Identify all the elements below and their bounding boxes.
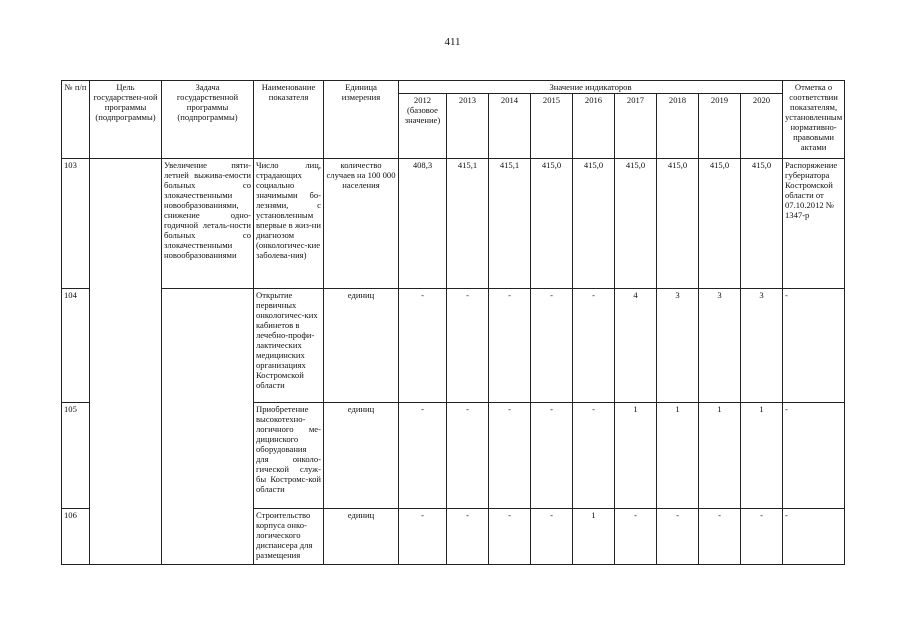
header-unit: Единица измерения [324, 81, 399, 159]
header-goal: Цель государствен-ной программы (подпрограммы) [90, 81, 162, 159]
value-cell: - [657, 509, 699, 565]
compliance-cell: Распоряжение губернатора Костромской области от 07.10.2012 № 1347-р [783, 159, 845, 289]
value-cell: 415,0 [573, 159, 615, 289]
value-cell: - [699, 509, 741, 565]
value-cell: 1 [741, 403, 783, 509]
indicator-cell: Приобретение высокотехно-логичного ме-дицинского оборудования для онколо-гической служ-бы Костромс-кой области [254, 403, 324, 509]
task-cell: Увеличение пяти-летней выжива-емости больных со злокачественными новообразованиями, снижение одно-годичной леталь-ности больных со злокачественными новообразованиями [162, 159, 254, 289]
header-num: № п/п [62, 81, 90, 159]
unit-cell: единиц [324, 509, 399, 565]
value-cell: - [573, 403, 615, 509]
value-cell: 3 [657, 289, 699, 403]
value-cell: - [615, 509, 657, 565]
value-cell: 1 [615, 403, 657, 509]
value-cell: 415,1 [447, 159, 489, 289]
header-indicator: Наименование показателя [254, 81, 324, 159]
header-year: 2012 (базовое значение) [399, 94, 447, 159]
row-num: 106 [62, 509, 90, 565]
row-num: 103 [62, 159, 90, 289]
header-year: 2018 [657, 94, 699, 159]
value-cell: 415,0 [741, 159, 783, 289]
value-cell: - [741, 509, 783, 565]
header-year: 2019 [699, 94, 741, 159]
value-cell: 4 [615, 289, 657, 403]
value-cell: - [489, 509, 531, 565]
value-cell: - [489, 403, 531, 509]
row-num: 105 [62, 403, 90, 509]
row-num: 104 [62, 289, 90, 403]
value-cell: 415,0 [615, 159, 657, 289]
header-compliance: Отметка о соответствии показателям, установленным нормативно-правовыми актами [783, 81, 845, 159]
unit-cell: количество случаев на 100 000 населения [324, 159, 399, 289]
header-year: 2017 [615, 94, 657, 159]
value-cell: - [489, 289, 531, 403]
value-cell: 3 [699, 289, 741, 403]
task-cell-empty [162, 289, 254, 565]
value-cell: 415,0 [657, 159, 699, 289]
value-cell: - [399, 509, 447, 565]
indicator-cell: Открытие первичных онкологичес-ких кабинетов в лечебно-профи-лактических медицинских организациях Костромской области [254, 289, 324, 403]
value-cell: 415,0 [699, 159, 741, 289]
value-cell: 415,0 [531, 159, 573, 289]
header-year: 2014 [489, 94, 531, 159]
value-cell: - [399, 289, 447, 403]
header-task: Задача государственной программы (подпрограммы) [162, 81, 254, 159]
value-cell: 408,3 [399, 159, 447, 289]
table-row [62, 289, 845, 403]
value-cell: 415,1 [489, 159, 531, 289]
indicator-cell: Число лиц, страдающих социально значимыми бо-лезнями, с установленным впервые в жиз-ни диагнозом (онкологичес-кие заболева-ния) [254, 159, 324, 289]
value-cell: - [531, 509, 573, 565]
page-number: 411 [444, 36, 461, 48]
table-row [62, 159, 845, 289]
compliance-cell: - [783, 403, 845, 509]
header-year: 2020 [741, 94, 783, 159]
unit-cell: единиц [324, 403, 399, 509]
indicators-table [61, 80, 845, 565]
value-cell: - [447, 289, 489, 403]
value-cell: - [531, 403, 573, 509]
value-cell: 1 [699, 403, 741, 509]
value-cell: - [531, 289, 573, 403]
value-cell: 1 [573, 509, 615, 565]
value-cell: - [573, 289, 615, 403]
compliance-cell: - [783, 289, 845, 403]
header-year: 2013 [447, 94, 489, 159]
header-year: 2015 [531, 94, 573, 159]
value-cell: 1 [657, 403, 699, 509]
indicator-cell: Строительство корпуса онко-логического диспансера для размещения [254, 509, 324, 565]
unit-cell: единиц [324, 289, 399, 403]
value-cell: 3 [741, 289, 783, 403]
compliance-cell: - [783, 509, 845, 565]
goal-cell [90, 159, 162, 565]
header-year: 2016 [573, 94, 615, 159]
value-cell: - [447, 509, 489, 565]
header-row-1 [62, 81, 845, 94]
header-values-group: Значение индикаторов [399, 81, 783, 94]
value-cell: - [399, 403, 447, 509]
value-cell: - [447, 403, 489, 509]
